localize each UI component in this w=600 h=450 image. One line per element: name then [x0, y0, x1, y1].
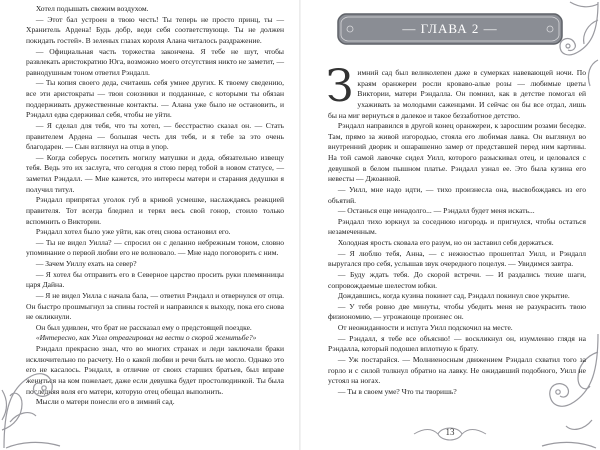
paragraph: Мысли о матери понесли его в зимний сад. [35, 397, 175, 407]
paragraph: Рэндалл тихо юркнул за соседнюю изгородь и пригнулся, чтобы остаться незамеченным. [328, 216, 586, 237]
paragraph: — Ты копия своего деда, считаешь себя умнее других. К твоему сведению, все эти аристократы — твои союзники и подданные, с которыми ты обязан поддерживать дружественные контакты. — Алана уже было не остановить, и Рэндалл едва сдерживал себя, чтобы не уйти. [26, 78, 284, 120]
paragraph: Рэндалл припрятал уголок губ в кривой усмешке, наслаждаясь реакцией правителя. Тот всегда бледнел и терял весь свой гонор, стоило только вспомнить о Виктории. [26, 195, 284, 226]
paragraph: Он был удивлен, что брат не рассказал ему о предстоящей поездке. [35, 322, 252, 332]
paragraph: — Ты не видел Уилла? — спросил он с деланно небрежным тоном, словно упоминание о первой любви его не волновало. — Мне надо поговорить с ним. [26, 237, 284, 258]
chapter-title: — ГЛАВА 2 — [402, 21, 498, 36]
paragraph: — Зачем Уиллу ехать на север? [35, 259, 137, 268]
paragraph: — Уилл, мне надо идти, — тихо произнесла она, высвобождаясь из его объятий. [328, 184, 586, 205]
paragraph: — Я не видел Уилла с начала бала, — ответил Рэндалл и отвернулся от отца. Он быстро прошмыгнул за спины гостей и направился к выходу, пока его снова не окликнули. [26, 290, 284, 322]
paragraph: Рэндалл прекрасно знал, что во многих странах и леди заключали браки исключительно по расчету. Но о какой любви и речи быть не могло. Однако это его не касалось. Рэндалл, в отличие от своих старших братьев, был вправе жениться на ком пожелает, даже если девушка будет простолюдинкой. Ты была последняя воля его матери, которую отец обещал выполнить. [26, 344, 284, 396]
paragraph: — Я люблю тебя, Анна, — с нежностью прошептал Уилл, и Рэндалл выругался про себя, услышав звук очередного поцелуя. — Увидимся завтра. [328, 248, 586, 269]
paragraph: — Этот бал устроен в твою честь! Ты теперь не просто принц, ты — Хранитель Ардена! Будь добр, веди себя соответствующе. Ты не должен покидать гостей». В зеленых глазах короля Алана читалось раздражение. [26, 14, 284, 45]
right-page [300, 0, 600, 450]
paragraph: Рэндалл хотел было уже уйти, как отец снова остановил его. [35, 227, 231, 237]
italic-quote: «Интересно, как Уилл отреагировал на вести о скорой женитьбе?» [35, 333, 257, 343]
paragraph: Хотел подышать свежим воздухом. [35, 4, 149, 13]
paragraph: Дождавшись, когда кузина покинет сад, Рэндалл покинул свое укрытие. [337, 291, 570, 301]
paragraph: — Когда соберусь посетить могилу матушки и деда, обязательно извещу тебя. Ведь это их заслуга, что сегодня я стою перед тобой в новом статусе, — заметил Рэндалл. — Мне кажется, это интересы матери и старания дедушки я получил титул. [26, 152, 284, 194]
paragraph: — Останься еще ненадолго... — Рэндалл будет меня искать... [337, 206, 535, 216]
paragraph: — Я сделал для тебя, что ты хотел, — бесстрастно сказал он. — Стать правителем Ардена — большая честь для тебя, и я тебе за это очень благодарен. — Сын взглянул на отца в упор. [26, 120, 284, 152]
paragraph: Холодная ярость сковала его разум, но он заставил себя держаться. [337, 238, 554, 247]
paragraph: Рэндалл направился в другой конец оранжереи, к заросшим розами беседке. Там, прямо за живой изгородью, стояла его любимая лавка. Он выглянул во внутренний дворик и ошарашенно замер от представшей перед ним картины. На той самой лавочке сидел Уилл, которого разыскивал отец, и целовался с девушкой в белом пышном платье. Рэндалл узнал ее. Это была кузина его невесты — Джоанной. [328, 121, 586, 184]
paragraph [326, 61, 586, 121]
paragraph: — У тебя ровно две минуты, чтобы убедить меня не разукрасить твою физиономию, — угрожающе произнес он. [328, 301, 586, 322]
page-number: 13 [445, 427, 455, 437]
paragraph: — Буду ждать тебя. До скорой встречи. — И раздались тихие шаги, сопровождаемые шелестом юбки. [328, 269, 586, 290]
drop-cap: З [326, 61, 354, 112]
paragraph: — Я хотел бы отправить его в Северное царство просить руки племянницы царя Дайна. [26, 269, 284, 290]
paragraph: — Рэндалл, я тебе все объясню! — воскликнул он, изумленно глядя на Рэндалла, который подошел вплотную к брату. [328, 333, 586, 354]
right-page-text [326, 61, 586, 397]
paragraph: — Уж постарайся. — Молниеносным движением Рэндалл схватил того за горло и с силой толкнул обратно на лавку. Не ожидавший подобного, Уилл не устоял на ногах. [328, 354, 586, 386]
paragraph: — Официальная часть торжества закончена. Я тебе не шут, чтобы развлекать аристократию Юга, возможно моего отсутствия никто не заметит, — равнодушным тоном ответил Рэндалл. [26, 46, 284, 77]
corner-ornament-icon [0, 330, 70, 450]
paragraph: — Ты в своем уме? Что ты творишь? [337, 386, 457, 396]
paragraph: От неожиданности и испуга Уилл подскочил на месте. [337, 323, 513, 332]
chapter-banner [336, 12, 564, 46]
first-paragraph-text: имний сад был великолепен даже в сумерках навевающей ночи. По краям оранжереи росли кроваво-алые розы — любимые цветы Виктории, матери Рэндалла. Он помнил, как в детстве помогал ей ухаживать за молодыми саженцами. И сейчас он бы все отдал, лишь бы на миг вернуться в далекое и такое беззаботное детство. [328, 68, 586, 120]
